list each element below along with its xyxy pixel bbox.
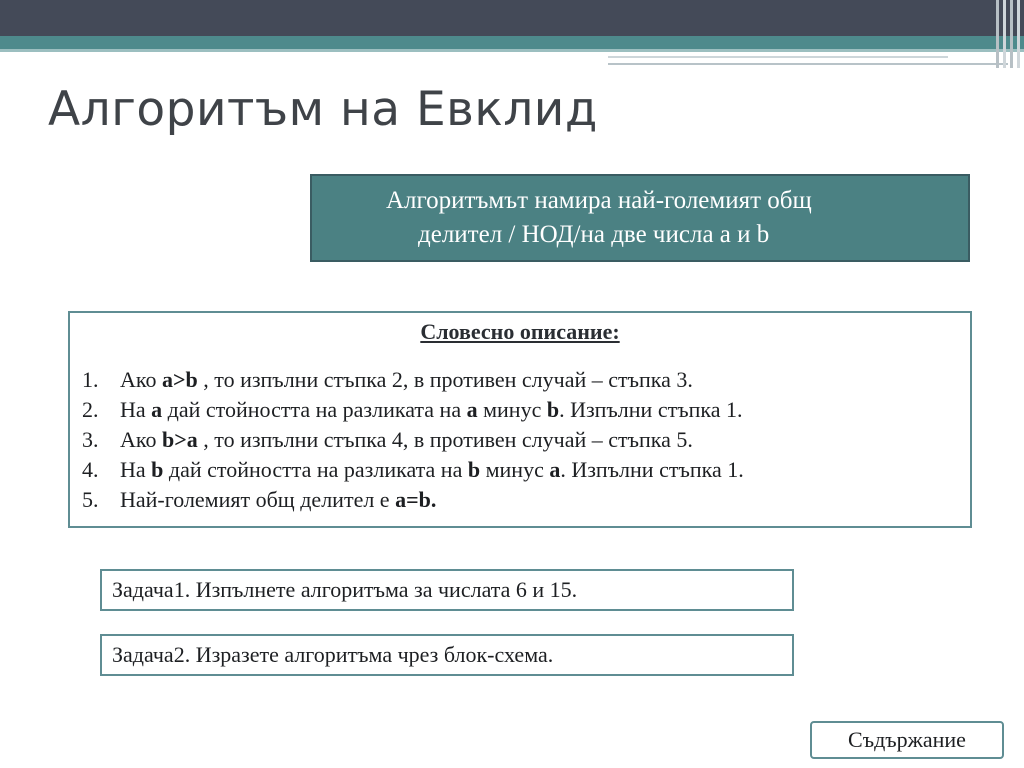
teal-light-stripe bbox=[0, 49, 1024, 52]
step-text: , то изпълни стъпка 4, в противен случай – стъпка 5. bbox=[197, 427, 693, 452]
step-item bbox=[80, 365, 960, 395]
step-item bbox=[80, 395, 960, 425]
step-text: . Изпълни стъпка 1. bbox=[560, 457, 744, 482]
step-number: 1. bbox=[82, 367, 99, 392]
definition-box bbox=[310, 174, 970, 262]
step-variable: a bbox=[549, 457, 561, 482]
algorithm-steps-list bbox=[80, 365, 960, 515]
step-text: . Изпълни стъпка 1. bbox=[559, 397, 743, 422]
description-heading: Словесно описание: bbox=[420, 319, 620, 344]
step-text: На bbox=[120, 397, 152, 422]
decorative-vertical-bar bbox=[996, 0, 999, 68]
step-text: дай стойността на разликата на bbox=[163, 457, 468, 482]
step-variable: b bbox=[467, 457, 481, 482]
decorative-line bbox=[608, 56, 948, 58]
definition-line-1: Алгоритъмът намира най-големият общ bbox=[386, 187, 812, 214]
step-text: На bbox=[120, 457, 152, 482]
step-variable: b bbox=[151, 457, 164, 482]
step-item bbox=[80, 485, 960, 515]
step-text: Ако bbox=[120, 367, 162, 392]
step-number: 3. bbox=[82, 427, 99, 452]
decorative-line bbox=[608, 63, 1008, 65]
step-item bbox=[80, 425, 960, 455]
step-text: , то изпълни стъпка 2, в противен случай – стъпка 3. bbox=[197, 367, 693, 392]
step-text: дай стойността на разликата на bbox=[162, 397, 467, 422]
decorative-vertical-bar bbox=[1017, 0, 1020, 68]
step-text: минус bbox=[477, 397, 547, 422]
step-variable: a=b. bbox=[395, 487, 437, 512]
definition-line-2: делител / НОД/на две числа a и b bbox=[418, 221, 770, 248]
decorative-vertical-bar bbox=[1010, 0, 1013, 68]
task-1-box: Задача1. Изпълнете алгоритъма за числата 6 и 15. bbox=[100, 569, 794, 611]
step-variable: a bbox=[466, 397, 478, 422]
task-2-box: Задача2. Изразете алгоритъма чрез блок-схема. bbox=[100, 634, 794, 676]
step-number: 5. bbox=[82, 487, 99, 512]
top-decorative-band bbox=[0, 0, 1024, 36]
step-variable: b bbox=[546, 397, 560, 422]
verbal-description-box bbox=[68, 311, 972, 528]
step-variable: a bbox=[151, 397, 163, 422]
slide-title: Алгоритъм на Евклид bbox=[48, 82, 598, 137]
contents-button[interactable]: Съдържание bbox=[810, 721, 1004, 759]
step-text: Най-големият общ делител е bbox=[120, 487, 396, 512]
step-number: 4. bbox=[82, 457, 99, 482]
step-item bbox=[80, 455, 960, 485]
step-number: 2. bbox=[82, 397, 99, 422]
step-variable: a>b bbox=[161, 367, 198, 392]
step-text: минус bbox=[480, 457, 550, 482]
step-text: Ако bbox=[120, 427, 162, 452]
teal-decorative-band bbox=[0, 36, 1024, 49]
step-variable: b>a bbox=[161, 427, 198, 452]
decorative-vertical-bar bbox=[1003, 0, 1006, 68]
